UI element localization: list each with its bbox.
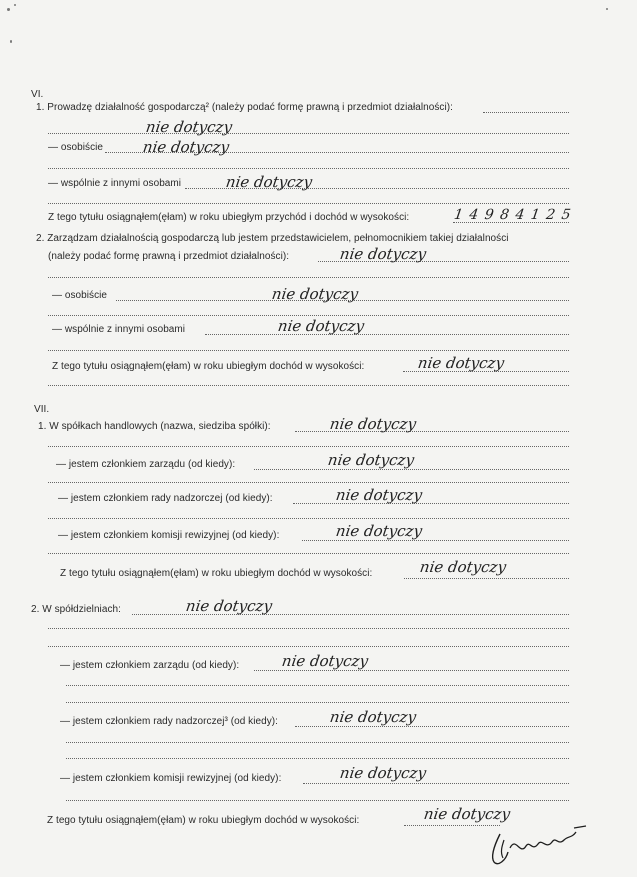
- vi-item2-answer: nie dotyczy: [338, 245, 428, 263]
- vi-item1-income-label: Z tego tytułu osiągnąłem(ęłam) w roku ubiegłym przychód i dochód w wysokości:: [48, 212, 410, 223]
- vi-item2-wspolnie-label: — wspólnie z innymi osobami: [52, 324, 186, 335]
- vii-item2-zarzad-answer: nie dotyczy: [280, 652, 370, 670]
- dotted-line: [66, 800, 569, 801]
- dotted-line: [302, 540, 569, 541]
- vii-item2-komisja-label: — jestem członkiem komisji rewizyjnej (od kiedy):: [60, 773, 282, 784]
- vii-item1-rada-label: — jestem członkiem rady nadzorczej (od kiedy):: [58, 493, 273, 504]
- dotted-line: [483, 112, 569, 113]
- vii-item1-komisja-label: — jestem członkiem komisji rewizyjnej (od kiedy):: [58, 530, 280, 541]
- vii-item2-komisja-answer: nie dotyczy: [338, 764, 428, 782]
- dotted-line: [48, 315, 569, 316]
- scan-speck: [7, 8, 10, 11]
- vii-item1-komisja-answer: nie dotyczy: [334, 522, 424, 540]
- dotted-line: [66, 742, 569, 743]
- dotted-line: [303, 783, 569, 784]
- vii-item2-income-answer: nie dotyczy: [422, 805, 512, 823]
- vi-item1-osobiscie-label: — osobiście: [48, 142, 104, 153]
- dotted-line: [48, 385, 569, 386]
- dotted-line: [48, 168, 569, 169]
- scan-speck: [10, 40, 12, 43]
- vi-item1-text: 1. Prowadzę działalność gospodarczą² (należy podać formę prawną i przedmiot działalności):: [36, 102, 453, 113]
- vii-item2-text: 2. W spółdzielniach:: [31, 604, 121, 615]
- vi-item2-text-line2: (należy podać formę prawną i przedmiot działalności):: [48, 251, 290, 262]
- vi-item1-osobiscie-answer: nie dotyczy: [141, 138, 231, 156]
- vii-item1-rada-answer: nie dotyczy: [334, 486, 424, 504]
- scan-speck: [606, 8, 608, 10]
- dotted-line: [48, 518, 569, 519]
- vii-item2-rada-answer: nie dotyczy: [328, 708, 418, 726]
- dotted-line: [66, 685, 569, 686]
- vii-item1-text: 1. W spółkach handlowych (nazwa, siedziba spółki):: [38, 421, 271, 432]
- vi-item2-osobiscie-answer: nie dotyczy: [270, 285, 360, 303]
- vi-item2-text-line1: 2. Zarządzam działalnością gospodarczą lub jestem przedstawicielem, pełnomocnikiem takiej działalności: [36, 233, 509, 244]
- dotted-line: [48, 482, 569, 483]
- dotted-line: [48, 277, 569, 278]
- section-vi-label: VI.: [31, 89, 44, 100]
- dotted-line: [254, 469, 569, 470]
- vii-item2-income-label: Z tego tytułu osiągnąłem(ęłam) w roku ubiegłym dochód w wysokości:: [47, 815, 360, 826]
- vi-item1-answer: nie dotyczy: [144, 118, 234, 136]
- dotted-line: [295, 726, 569, 727]
- vi-item1-wspolnie-answer: nie dotyczy: [224, 173, 314, 191]
- dotted-line: [66, 758, 569, 759]
- dotted-line: [66, 702, 569, 703]
- vi-item2-income-answer: nie dotyczy: [416, 354, 506, 372]
- vii-item1-income-answer: nie dotyczy: [418, 558, 508, 576]
- dotted-line: [48, 553, 569, 554]
- section-vii-label: VII.: [34, 404, 50, 415]
- vi-item2-income-label: Z tego tytułu osiągnąłem(ęłam) w roku ubiegłym dochód w wysokości:: [52, 361, 365, 372]
- dotted-line: [48, 628, 569, 629]
- vi-item2-osobiscie-label: — osobiście: [52, 290, 108, 301]
- dotted-line: [48, 646, 569, 647]
- vii-item1-zarzad-label: — jestem członkiem zarządu (od kiedy):: [56, 459, 236, 470]
- vii-item1-zarzad-answer: nie dotyczy: [326, 451, 416, 469]
- vi-item2-wspolnie-answer: nie dotyczy: [276, 317, 366, 335]
- vi-item1-wspolnie-label: — wspólnie z innymi osobami: [48, 178, 182, 189]
- vii-item1-answer: nie dotyczy: [328, 415, 418, 433]
- dotted-line: [48, 446, 569, 447]
- signature-image: [486, 822, 591, 872]
- dotted-line: [48, 203, 569, 204]
- vii-item2-answer: nie dotyczy: [184, 597, 274, 615]
- dotted-line: [254, 670, 569, 671]
- vii-item1-income-label: Z tego tytułu osiągnąłem(ęłam) w roku ubiegłym dochód w wysokości:: [60, 568, 373, 579]
- dotted-line: [48, 133, 569, 134]
- dotted-line: [48, 350, 569, 351]
- dotted-line: [404, 578, 569, 579]
- dotted-line: [205, 334, 569, 335]
- vii-item2-rada-label: — jestem członkiem rady nadzorczej³ (od kiedy):: [60, 716, 278, 727]
- scan-speck: [14, 4, 16, 6]
- vii-item2-zarzad-label: — jestem członkiem zarządu (od kiedy):: [60, 660, 240, 671]
- vi-item1-income-answer: 1 4 9 8 4 1 2 5: [452, 207, 573, 223]
